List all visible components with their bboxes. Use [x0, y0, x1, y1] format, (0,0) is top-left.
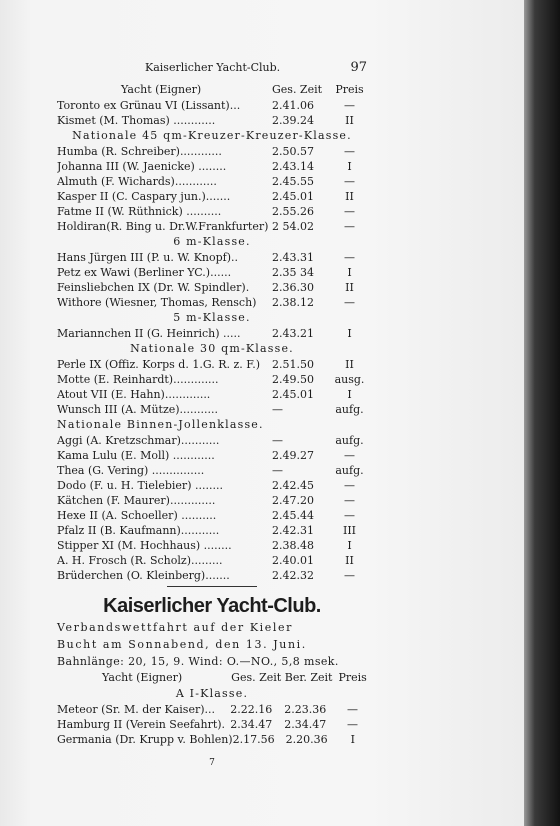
- time-cell: 2.36.30: [272, 281, 314, 294]
- yacht-cell: Pfalz II (B. Kaufmann)...........: [57, 524, 220, 537]
- column-time: Ges. Zeit: [231, 671, 282, 684]
- time-cell: 2.42.31: [272, 524, 314, 537]
- time-cell: 2.38.12: [272, 296, 314, 309]
- column-header: [57, 670, 367, 686]
- result-row: [57, 568, 367, 583]
- yacht-cell: Mariannchen II (G. Heinrich) .....: [57, 327, 241, 340]
- page-edge-shadow: [524, 0, 560, 826]
- result-row: [57, 493, 367, 508]
- prize-cell: II: [345, 190, 354, 203]
- column-prize: Preis: [338, 671, 367, 684]
- yacht-cell: Withore (Wiesner, Thomas, Rensch): [57, 296, 257, 309]
- prize-cell: —: [347, 718, 359, 731]
- result-row: [57, 219, 367, 234]
- prize-cell: —: [344, 569, 355, 582]
- result-row: [57, 174, 367, 189]
- result-row: [57, 523, 367, 538]
- result-row: [57, 508, 367, 523]
- divider-rule: [167, 586, 257, 587]
- class-heading: Nationale Binnen-Jollenklasse.: [57, 418, 264, 431]
- yacht-cell: Thea (G. Vering) ...............: [57, 464, 205, 477]
- prize-cell: —: [344, 296, 355, 309]
- prize-cell: I: [347, 327, 352, 340]
- page-content: [57, 60, 367, 771]
- prize-cell: II: [345, 114, 354, 127]
- prize-cell: aufg.: [335, 403, 364, 416]
- time-cell: 2.39.24: [272, 114, 314, 127]
- yacht-cell: Perle IX (Offiz. Korps d. 1.G. R. z. F.): [57, 358, 260, 371]
- prize-cell: —: [344, 494, 355, 507]
- result-row: [57, 144, 367, 159]
- result-row: [57, 702, 367, 717]
- prize-cell: I: [347, 539, 352, 552]
- prize-cell: —: [344, 251, 355, 264]
- yacht-cell: Brüderchen (O. Kleinberg).......: [57, 569, 230, 582]
- yacht-cell: Hans Jürgen III (P. u. W. Knopf)..: [57, 251, 239, 264]
- yacht-cell: Germania (Dr. Krupp v. Bohlen): [57, 733, 233, 746]
- yacht-cell: Atout VII (E. Hahn).............: [57, 388, 211, 401]
- race-description-line: Verbandswettfahrt auf der Kieler: [57, 621, 293, 634]
- result-row: [57, 448, 367, 463]
- result-row: [57, 553, 367, 568]
- ber-time-cell: 2.20.36: [285, 733, 328, 746]
- result-row: [57, 250, 367, 265]
- class-heading: Nationale 45 qm-Kreuzer-Kreuzer-Klasse.: [72, 129, 352, 142]
- class-heading: 6 m-Klasse.: [173, 235, 251, 248]
- prize-cell: I: [350, 733, 355, 746]
- result-row: [57, 98, 367, 113]
- time-cell: —: [272, 464, 283, 477]
- time-cell: 2.50.57: [272, 145, 314, 158]
- printer-signature: 7: [209, 758, 215, 768]
- column-yacht: Yacht (Eigner): [102, 671, 183, 684]
- result-row: [57, 189, 367, 204]
- result-row: [57, 538, 367, 553]
- time-cell: 2.40.01: [272, 554, 314, 567]
- prize-cell: II: [345, 554, 354, 567]
- time-cell: 2.43.31: [272, 251, 314, 264]
- yacht-cell: Feinsliebchen IX (Dr. W. Spindler).: [57, 281, 250, 294]
- yacht-cell: Kasper II (C. Caspary jun.).......: [57, 190, 231, 203]
- time-cell: 2.55.26: [272, 205, 314, 218]
- time-cell: 2.42.32: [272, 569, 314, 582]
- yacht-cell: Holdiran(R. Bing u. Dr.W.Frankfurter): [57, 220, 269, 233]
- prize-cell: —: [344, 145, 355, 158]
- yacht-cell: Dodo (F. u. H. Tielebier) ........: [57, 479, 223, 492]
- yacht-cell: Hamburg II (Verein Seefahrt).: [57, 718, 226, 731]
- time-cell: 2.34.47: [230, 718, 273, 731]
- prize-cell: —: [344, 479, 355, 492]
- time-cell: 2.43.14: [272, 160, 314, 173]
- time-cell: 2.22.16: [230, 703, 273, 716]
- prize-cell: —: [347, 703, 359, 716]
- prize-cell: I: [347, 388, 352, 401]
- time-cell: 2.49.27: [272, 449, 314, 462]
- time-cell: 2.47.20: [272, 494, 314, 507]
- yacht-cell: Kismet (M. Thomas) ............: [57, 114, 216, 127]
- column-prize: Preis: [335, 83, 364, 96]
- class-heading: Nationale 30 qm-Klasse.: [130, 342, 294, 355]
- time-cell: 2.45.44: [272, 509, 314, 522]
- result-row: [57, 204, 367, 219]
- time-cell: 2.35 34: [272, 266, 314, 279]
- result-row: [57, 357, 367, 372]
- prize-cell: —: [344, 509, 355, 522]
- yacht-cell: Johanna III (W. Jaenicke) ........: [57, 160, 227, 173]
- class-heading: A I-Klasse.: [175, 687, 249, 700]
- result-row: [57, 433, 367, 448]
- result-row: [57, 265, 367, 280]
- time-cell: 2.49.50: [272, 373, 314, 386]
- time-cell: 2.45.01: [272, 388, 314, 401]
- yacht-cell: Aggi (A. Kretzschmar)...........: [57, 434, 220, 447]
- prize-cell: I: [347, 266, 352, 279]
- time-cell: 2.43.21: [272, 327, 314, 340]
- time-cell: 2.42.45: [272, 479, 314, 492]
- result-row: [57, 732, 367, 747]
- column-header: [57, 82, 367, 98]
- page-number: 97: [350, 60, 367, 75]
- result-row: [57, 280, 367, 295]
- result-row: [57, 113, 367, 128]
- prize-cell: aufg.: [335, 434, 364, 447]
- page-header: [57, 60, 367, 76]
- result-row: [57, 717, 367, 732]
- result-row: [57, 372, 367, 387]
- column-yacht: Yacht (Eigner): [121, 83, 202, 96]
- time-cell: 2.38.48: [272, 539, 314, 552]
- yacht-cell: Motte (E. Reinhardt).............: [57, 373, 219, 386]
- time-cell: 2.17.56: [232, 733, 275, 746]
- result-row: [57, 295, 367, 310]
- result-row: [57, 478, 367, 493]
- result-row: [57, 402, 367, 417]
- column-ber-time: Ber. Zeit: [284, 671, 333, 684]
- prize-cell: II: [345, 281, 354, 294]
- yacht-cell: Hexe II (A. Schoeller) ..........: [57, 509, 217, 522]
- yacht-cell: Toronto ex Grünau VI (Lissant)...: [57, 99, 241, 112]
- yacht-cell: Fatme II (W. Rüthnick) ..........: [57, 205, 222, 218]
- prize-cell: III: [342, 524, 357, 537]
- yacht-cell: Kätchen (F. Maurer).............: [57, 494, 216, 507]
- prize-cell: —: [344, 175, 355, 188]
- result-row: [57, 159, 367, 174]
- prize-cell: II: [345, 358, 354, 371]
- yacht-cell: A. H. Frosch (R. Scholz).........: [57, 554, 223, 567]
- yacht-cell: Petz ex Wawi (Berliner YC.)......: [57, 266, 232, 279]
- prize-cell: —: [344, 449, 355, 462]
- result-row: [57, 326, 367, 341]
- time-cell: 2.51.50: [272, 358, 314, 371]
- prize-cell: —: [344, 99, 355, 112]
- ber-time-cell: 2.23.36: [284, 703, 327, 716]
- time-cell: 2.41.06: [272, 99, 314, 112]
- yacht-cell: Meteor (Sr. M. der Kaiser)...: [57, 703, 216, 716]
- yacht-cell: Stipper XI (M. Hochhaus) ........: [57, 539, 232, 552]
- prize-cell: ausg.: [334, 373, 365, 386]
- result-row: [57, 387, 367, 402]
- prize-cell: —: [344, 205, 355, 218]
- running-title: Kaiserlicher Yacht-Club.: [145, 61, 281, 74]
- yacht-cell: Kama Lulu (E. Moll) ............: [57, 449, 215, 462]
- ber-time-cell: 2.34.47: [284, 718, 327, 731]
- class-heading: 5 m-Klasse.: [173, 311, 251, 324]
- yacht-cell: Wunsch III (A. Mütze)...........: [57, 403, 219, 416]
- time-cell: 2.45.01: [272, 190, 314, 203]
- prize-cell: aufg.: [335, 464, 364, 477]
- yacht-cell: Almuth (F. Wichards)............: [57, 175, 217, 188]
- club-title: Kaiserlicher Yacht-Club.: [103, 595, 321, 617]
- race-description-line: Bucht am Sonnabend, den 13. Juni.: [57, 638, 307, 651]
- time-cell: —: [272, 434, 283, 447]
- prize-cell: —: [344, 220, 355, 233]
- result-row: [57, 463, 367, 478]
- time-cell: —: [272, 403, 283, 416]
- time-cell: 2 54.02: [272, 220, 314, 233]
- yacht-cell: Humba (R. Schreiber)............: [57, 145, 222, 158]
- column-time: Ges. Zeit: [272, 83, 323, 96]
- course-and-wind: Bahnlänge: 20, 15, 9. Wind: O.—NO., 5,8 msek.: [57, 655, 339, 668]
- prize-cell: I: [347, 160, 352, 173]
- time-cell: 2.45.55: [272, 175, 314, 188]
